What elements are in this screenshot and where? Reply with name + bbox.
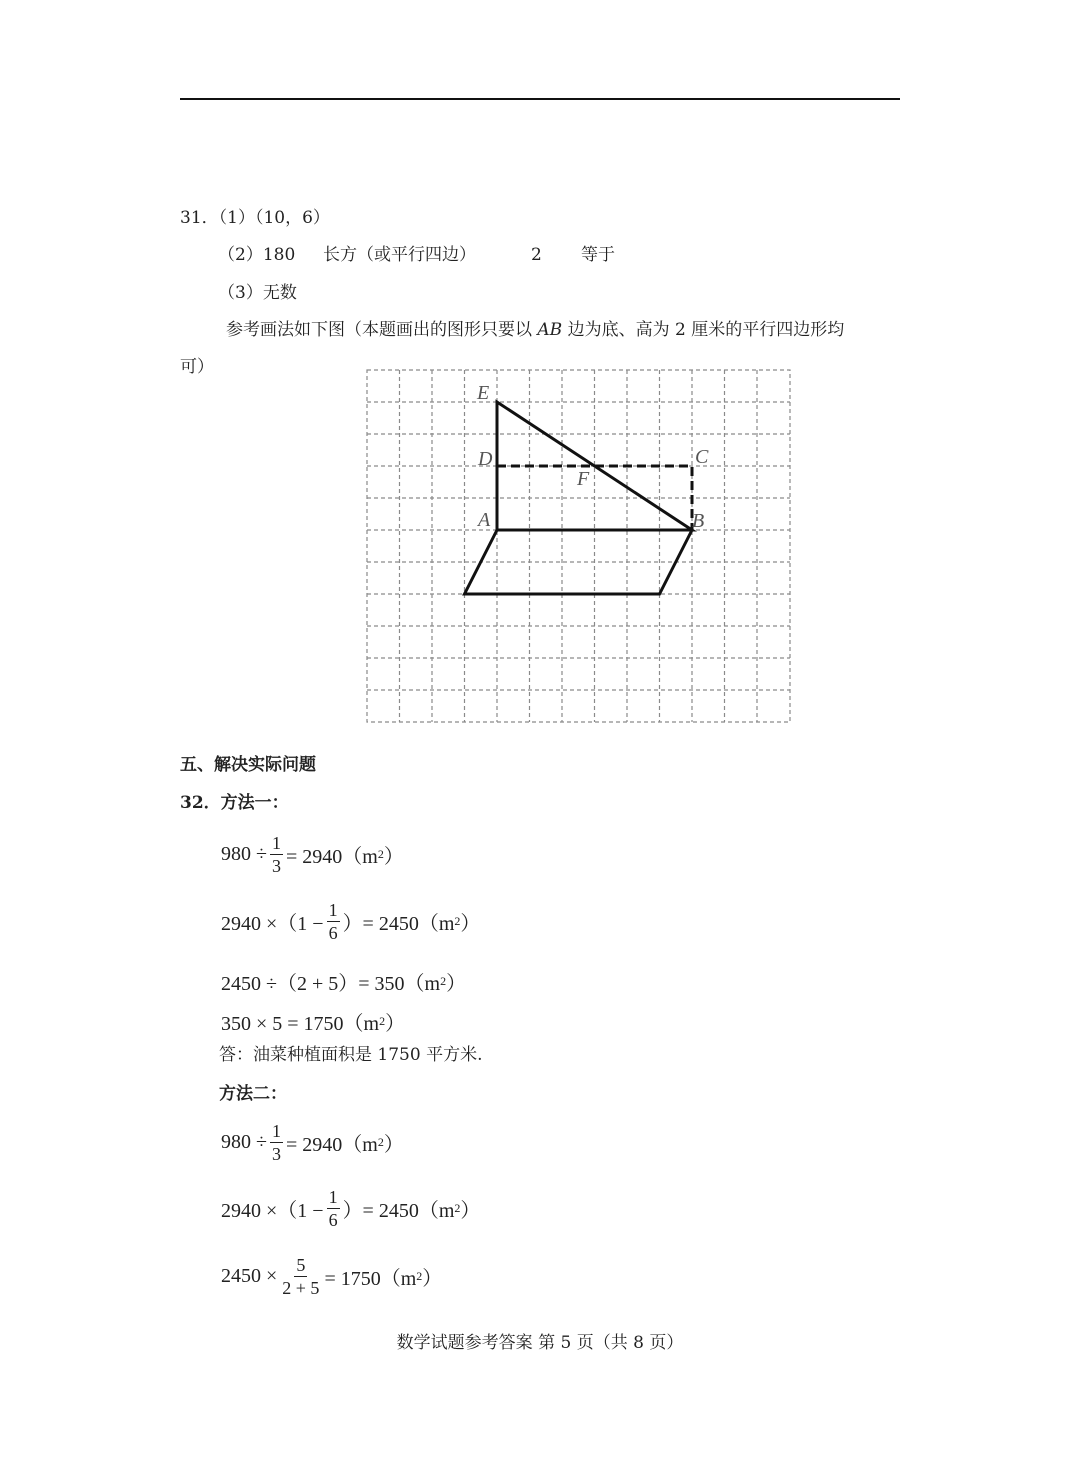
m1-eq4 <box>221 1007 405 1036</box>
m2-eq1-left: 980 ÷ <box>221 1131 267 1153</box>
m2-eq1-right: = 2940（m <box>285 1134 378 1156</box>
q31-note-a: 参考画法如下图（本题画出的图形只要以 <box>226 320 532 340</box>
fraction-num: 5 <box>296 1255 306 1275</box>
m1-eq4-text: 350 × 5 = 1750（m <box>221 1013 380 1035</box>
fraction-den: 3 <box>271 1144 281 1164</box>
fraction-num: 1 <box>271 833 281 853</box>
label-f: F <box>577 468 590 490</box>
label-e: E <box>477 382 490 404</box>
m1-answer: 答：油菜种植面积是 1750 平方米. <box>219 1045 483 1065</box>
label-a: A <box>478 509 491 531</box>
m2-eq1 <box>221 1121 404 1164</box>
m2-eq1-fraction <box>270 1121 283 1164</box>
m2-eq3 <box>221 1255 442 1298</box>
exponent: 2 <box>416 1269 423 1283</box>
label-d: D <box>478 448 493 470</box>
m1-eq3 <box>221 967 466 996</box>
q31-note-b: 边为底、高为 2 厘米的平行四边形均 <box>567 320 845 340</box>
close-paren: ） <box>460 1200 481 1222</box>
m1-eq1-fraction <box>270 833 283 876</box>
q31-note <box>226 318 844 342</box>
exponent: 2 <box>454 1201 461 1215</box>
m2-eq2-left: 2940 ×（1 − <box>221 1200 324 1222</box>
grid <box>367 370 790 722</box>
q31-note-ab: AB <box>537 320 563 340</box>
q31-part2-num: （2）180 <box>218 245 296 265</box>
fraction-den: 6 <box>328 1210 338 1230</box>
exponent: 2 <box>440 974 447 988</box>
fraction-num: 1 <box>328 900 338 920</box>
q31-part3: （3）无数 <box>218 283 297 303</box>
fraction-num: 1 <box>328 1187 338 1207</box>
q31-part1: 31．（1）（10，6） <box>180 208 330 228</box>
label-b: B <box>692 510 705 532</box>
m1-eq2-fraction <box>327 900 340 943</box>
method2-title: 方法二： <box>219 1084 287 1104</box>
m2-eq2-fraction <box>327 1187 340 1230</box>
header-rule <box>180 98 900 100</box>
geometry-figure <box>358 362 798 730</box>
fraction-den: 6 <box>328 923 338 943</box>
m1-eq2-right: ）= 2450（m <box>342 913 455 935</box>
m1-eq1 <box>221 833 404 876</box>
close-paren: ） <box>422 1268 443 1290</box>
exponent: 2 <box>454 914 461 928</box>
q31-part2 <box>218 243 615 267</box>
label-c: C <box>695 446 709 468</box>
m1-eq2-left: 2940 ×（1 − <box>221 913 324 935</box>
close-paren: ） <box>383 846 404 868</box>
exponent: 2 <box>379 1014 386 1028</box>
m2-eq3-left: 2450 × <box>221 1265 278 1287</box>
m1-eq1-left: 980 ÷ <box>221 843 267 865</box>
fraction-den: 2 + 5 <box>282 1278 320 1298</box>
close-paren: ） <box>383 1134 404 1156</box>
m1-eq3-text: 2450 ÷（2 + 5）= 350（m <box>221 973 441 995</box>
q31-part2-rel: 等于 <box>581 245 615 265</box>
close-paren: ） <box>446 973 467 995</box>
exponent: 2 <box>377 847 384 861</box>
q31-part2-val: 2 <box>531 245 542 265</box>
close-paren: ） <box>385 1013 406 1035</box>
fraction-num: 1 <box>271 1121 281 1141</box>
section-title: 五、解决实际问题 <box>180 755 316 775</box>
m1-eq1-right: = 2940（m <box>285 846 378 868</box>
m2-eq2 <box>221 1187 480 1230</box>
m2-eq2-right: ）= 2450（m <box>342 1200 455 1222</box>
page-footer: 数学试题参考答案 第 5 页（共 8 页） <box>396 1333 684 1353</box>
m2-eq3-fraction <box>280 1255 321 1298</box>
q31-note-cont: 可） <box>180 357 214 377</box>
q32-title: 32．方法一： <box>180 793 289 813</box>
q31-part2-shape: 长方（或平行四边） <box>323 245 476 265</box>
m2-eq3-right: = 1750（m <box>324 1268 417 1290</box>
close-paren: ） <box>460 913 481 935</box>
m1-eq2 <box>221 900 480 943</box>
fraction-den: 3 <box>271 856 281 876</box>
exponent: 2 <box>377 1135 384 1149</box>
